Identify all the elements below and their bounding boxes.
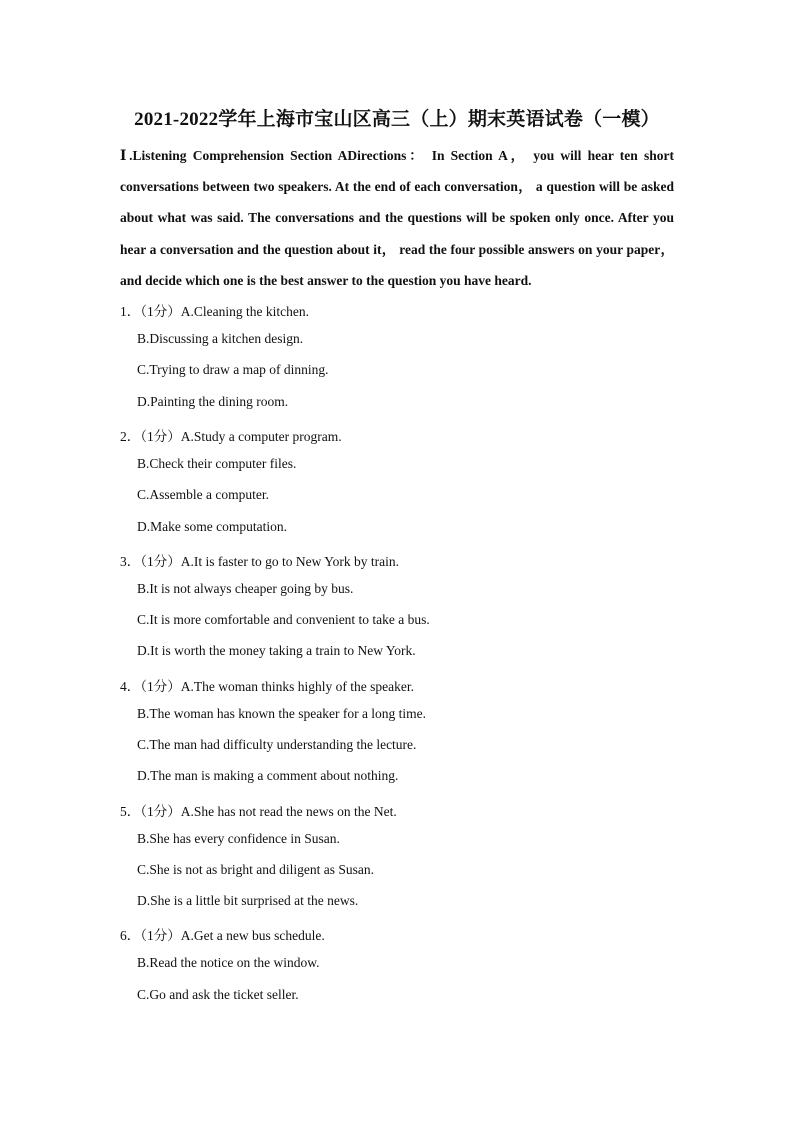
question-5-option-c: C.She is not as bright and diligent as Susan. [137,862,374,877]
question-4-option-d: D.The man is making a comment about nothing. [137,768,399,783]
question-3-stem: 3．（1分）A.It is faster to go to New York by train. [120,554,399,569]
question-2-option-b: B.Check their computer files. [137,456,297,471]
question-2-option-c: C.Assemble a computer. [137,487,269,502]
question-5-option-d: D.She is a little bit surprised at the news. [137,893,359,908]
question-4-option-c: C.The man had difficulty understanding the lecture. [137,737,417,752]
question-4-stem: 4．（1分）A.The woman thinks highly of the speaker. [120,679,414,694]
question-1-option-b: B.Discussing a kitchen design. [137,331,304,346]
question-5-stem: 5．（1分）A.She has not read the news on the Net. [120,804,397,819]
question-5-option-b: B.She has every confidence in Susan. [137,831,340,846]
question-1-stem: 1．（1分）A.Cleaning the kitchen. [120,304,309,319]
question-6-stem: 6．（1分）A.Get a new bus schedule. [120,928,325,943]
question-2-option-d: D.Make some computation. [137,519,287,534]
question-3-option-d: D.It is worth the money taking a train to New York. [137,643,416,658]
question-2-stem: 2．（1分）A.Study a computer program. [120,429,342,444]
question-3-option-b: B.It is not always cheaper going by bus. [137,581,354,596]
directions-paragraph: Ⅰ.Listening Comprehension Section ADirections： In Section A， you will hear ten short conversations between two speakers. At the end of each conversation， a question will be asked about what was said. The conversations and the questions will be spoken only once. After you hear a conversation and the question about it， read the four possible answers on your paper， and decide which one is the best answer to the question you have heard. [120,148,674,288]
question-1-option-c: C.Trying to draw a map of dinning. [137,362,329,377]
page-title: 2021-2022学年上海市宝山区高三（上）期末英语试卷（一模） [134,109,660,130]
question-1-option-d: D.Painting the dining room. [137,394,289,409]
question-6-option-b: B.Read the notice on the window. [137,955,320,970]
question-6-option-c: C.Go and ask the ticket seller. [137,987,299,1002]
question-4-option-b: B.The woman has known the speaker for a long time. [137,706,427,721]
question-3-option-c: C.It is more comfortable and convenient to take a bus. [137,612,430,627]
